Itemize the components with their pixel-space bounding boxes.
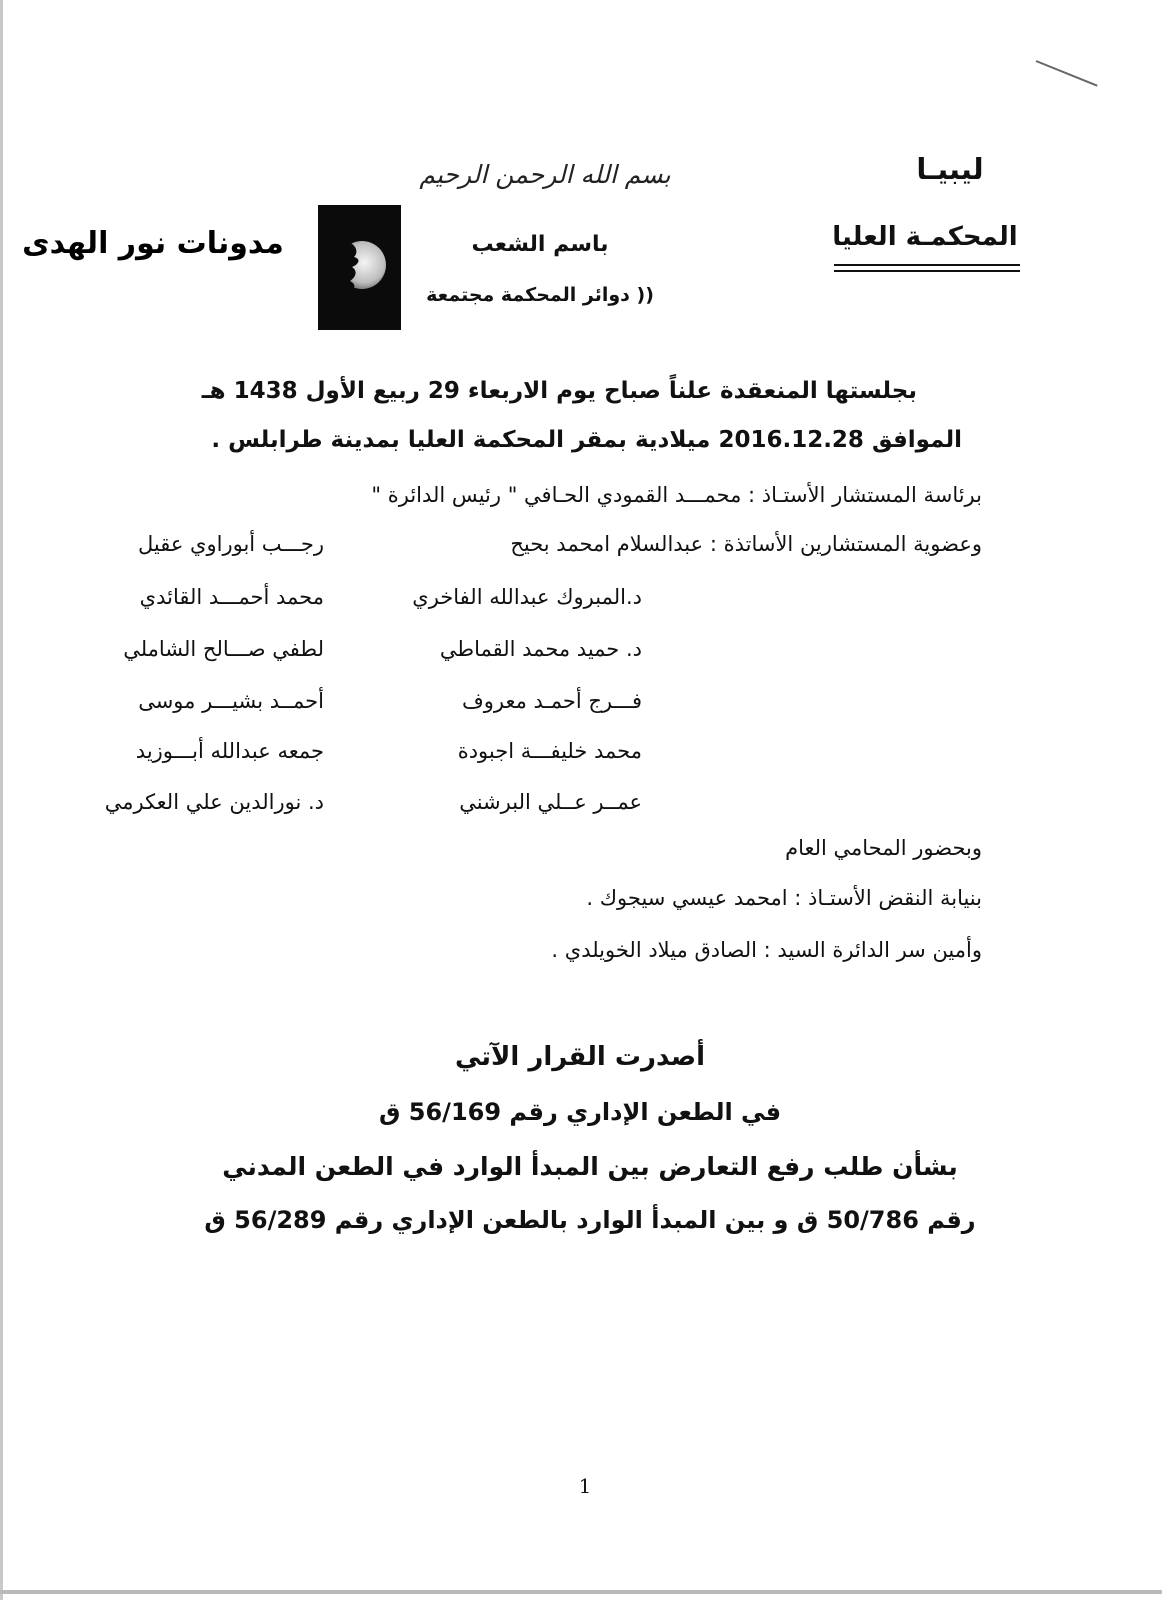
regarding-line-1: بشأن طلب رفع التعارض بين المبدأ الوارد في الطعن المدني <box>222 1152 958 1181</box>
regarding-line-2: رقم 50/786 ق و بين المبدأ الوارد بالطعن الإداري رقم 56/289 ق <box>204 1206 976 1234</box>
country-name: ليبيـا <box>916 152 984 186</box>
prosecution-representative: بنيابة النقض الأستـاذ : امحمد عيسي سيجوك . <box>586 886 982 910</box>
court-circuits: (( دوائر المحكمة مجتمعة <box>426 284 654 306</box>
member-col-a-3: فـــرج أحمـد معروف <box>462 689 642 713</box>
scan-edge-left <box>0 0 3 1600</box>
member-col-b-2: لطفي صـــالح الشاملي <box>123 637 324 661</box>
member-col-a-2: د. حميد محمد القماطي <box>439 637 642 661</box>
blog-logo <box>318 205 401 330</box>
prosecutor-general: وبحضور المحامي العام <box>785 836 982 860</box>
session-date-hijri: بجلستها المنعقدة علناً صباح يوم الاربعاء 29 ربيع الأول 1438 هـ <box>201 378 917 404</box>
court-name: المحكمـة العليا <box>832 222 1018 252</box>
members-label: وعضوية المستشارين الأساتذة : عبدالسلام امحمد بحيح <box>510 532 982 556</box>
presidency-line: برئاسة المستشار الأستـاذ : محمـــد القمودي الحـافي " رئيس الدائرة " <box>371 483 982 507</box>
decision-title: أصدرت القرار الآتي <box>454 1042 706 1072</box>
member-col-a-4: محمد خليفـــة اجبودة <box>457 739 642 763</box>
member-col-b-1: محمد أحمـــد القائدي <box>139 585 324 609</box>
court-underline-double <box>834 270 1020 272</box>
blog-watermark: مدونات نور الهدى <box>22 226 284 261</box>
page-number: 1 <box>578 1474 592 1498</box>
member-col-b-5: د. نورالدين علي العكرمي <box>104 790 324 814</box>
session-date-gregorian: الموافق 2016.12.28 ميلادية بمقر المحكمة العليا بمدينة طرابلس . <box>211 427 962 453</box>
member-col-b-3: أحمــد بشيـــر موسى <box>138 689 324 713</box>
member-col-b-4: جمعه عبدالله أبـــوزيد <box>135 739 324 763</box>
basmala: بسم الله الرحمن الرحيم <box>419 160 671 189</box>
member-col-a-5: عمــر عــلي البرشني <box>459 790 642 814</box>
scan-edge-bottom <box>0 1590 1162 1594</box>
in-name-of-people: باسم الشعب <box>471 232 609 257</box>
crescent-face-icon <box>318 205 401 330</box>
court-underline <box>834 264 1020 266</box>
member-col-b-first: رجـــب أبوراوي عقيل <box>137 532 324 556</box>
pen-mark <box>1036 60 1098 87</box>
member-col-a-1: د.المبروك عبدالله الفاخري <box>412 585 642 609</box>
appeal-number: في الطعن الإداري رقم 56/169 ق <box>378 1098 782 1126</box>
circuit-secretary: وأمين سر الدائرة السيد : الصادق ميلاد الخويلدي . <box>551 938 982 962</box>
